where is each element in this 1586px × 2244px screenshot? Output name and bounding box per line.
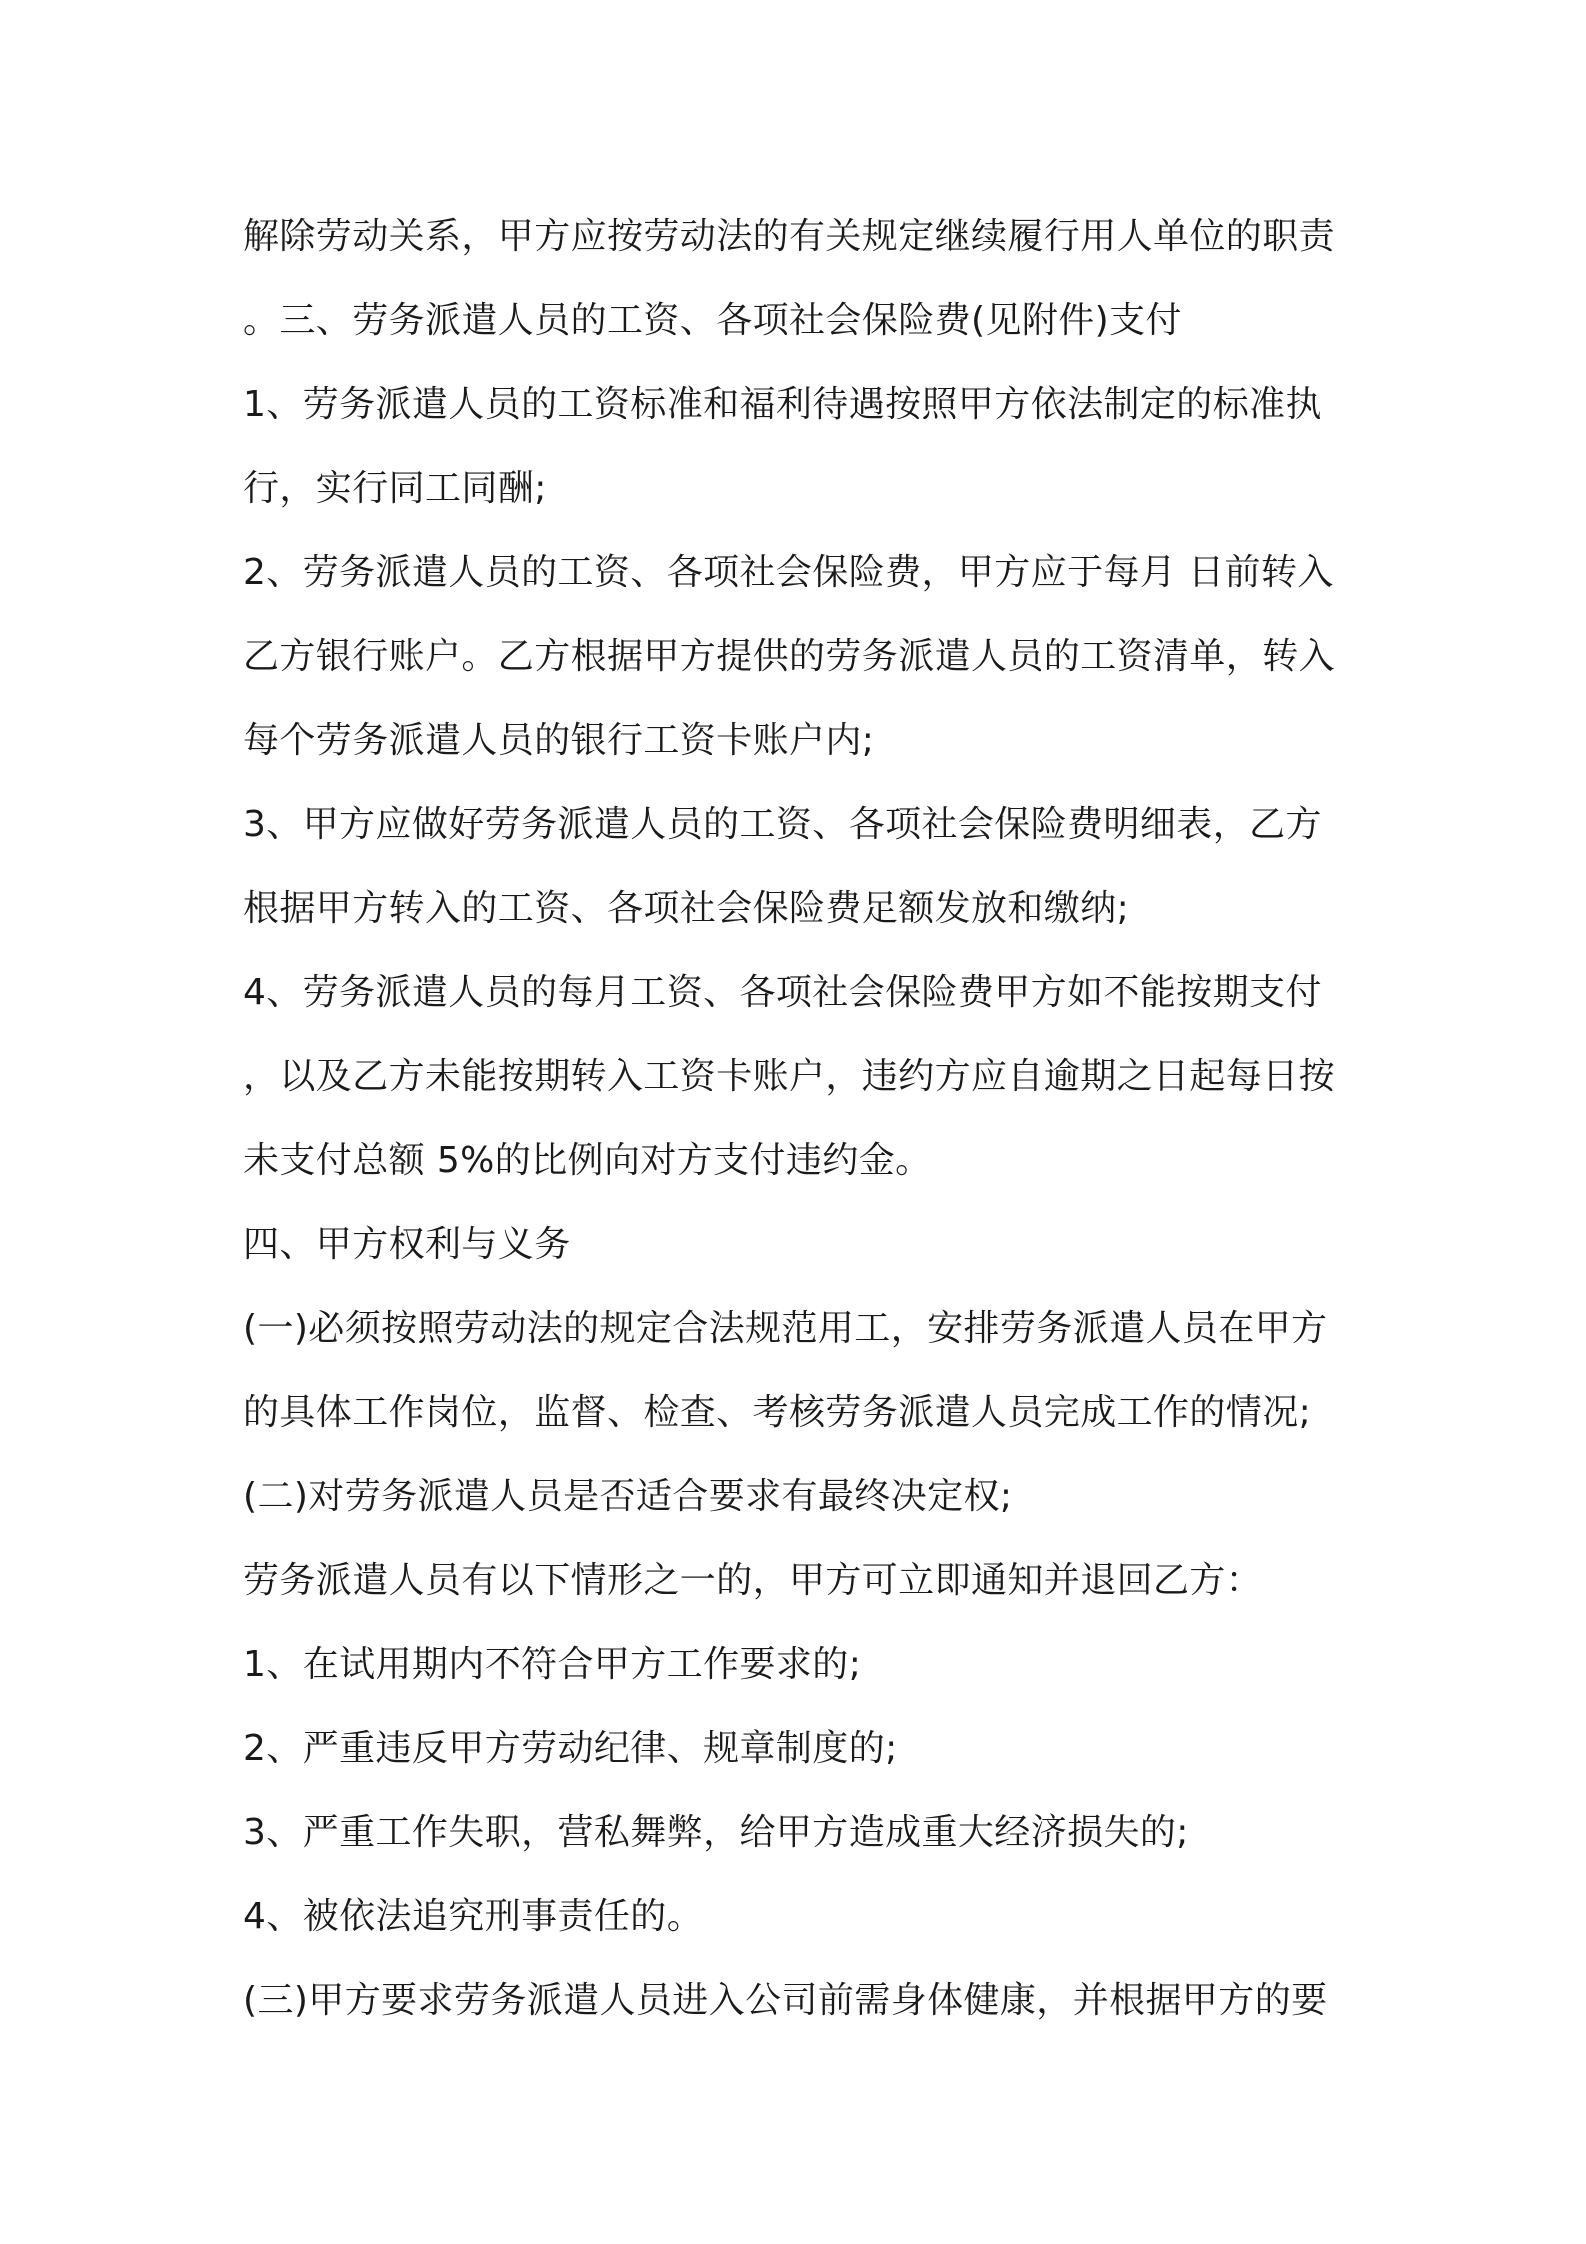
- text-line: 3、甲方应做好劳务派遣人员的工资、各项社会保险费明细表，乙方: [243, 804, 1322, 845]
- text-line: (一)必须按照劳动法的规定合法规范用工，安排劳务派遣人员在甲方: [243, 1308, 1328, 1349]
- text-line: 的具体工作岗位，监督、检查、考核劳务派遣人员完成工作的情况;: [243, 1392, 1312, 1433]
- text-line: 劳务派遣人员有以下情形之一的，甲方可立即通知并退回乙方：: [243, 1560, 1263, 1601]
- text-line: 2、劳务派遣人员的工资、各项社会保险费，甲方应于每月 日前转入: [243, 552, 1334, 593]
- text-line: 4、劳务派遣人员的每月工资、各项社会保险费甲方如不能按期支付: [243, 972, 1322, 1013]
- text-line: 1、劳务派遣人员的工资标准和福利待遇按照甲方依法制定的标准执: [243, 384, 1322, 425]
- text-line: 解除劳动关系，甲方应按劳动法的有关规定继续履行用人单位的职责: [243, 216, 1336, 257]
- text-line: 每个劳务派遣人员的银行工资卡账户内;: [243, 720, 875, 761]
- text-line: 乙方银行账户。乙方根据甲方提供的劳务派遣人员的工资清单，转入: [243, 636, 1336, 677]
- text-line: 。三、劳务派遣人员的工资、各项社会保险费(见附件)支付: [243, 300, 1182, 341]
- text-line: (三)甲方要求劳务派遣人员进入公司前需身体健康，并根据甲方的要: [243, 1980, 1328, 2021]
- text-line: ，以及乙方未能按期转入工资卡账户，违约方应自逾期之日起每日按: [243, 1056, 1336, 1097]
- text-line: 未支付总额 5%的比例向对方支付违约金。: [243, 1140, 932, 1181]
- list-item: 1、在试用期内不符合甲方工作要求的;: [243, 1644, 862, 1685]
- section-heading: 四、甲方权利与义务: [243, 1224, 571, 1265]
- text-line: 行，实行同工同酬;: [243, 468, 547, 509]
- text-line: 根据甲方转入的工资、各项社会保险费足额发放和缴纳;: [243, 888, 1130, 929]
- list-item: 4、被依法追究刑事责任的。: [243, 1896, 704, 1937]
- text-line: (二)对劳务派遣人员是否适合要求有最终决定权;: [243, 1476, 1013, 1517]
- document-body: [243, 195, 1363, 2043]
- list-item: 3、严重工作失职，营私舞弊，给甲方造成重大经济损失的;: [243, 1812, 1189, 1853]
- list-item: 2、严重违反甲方劳动纪律、规章制度的;: [243, 1728, 898, 1769]
